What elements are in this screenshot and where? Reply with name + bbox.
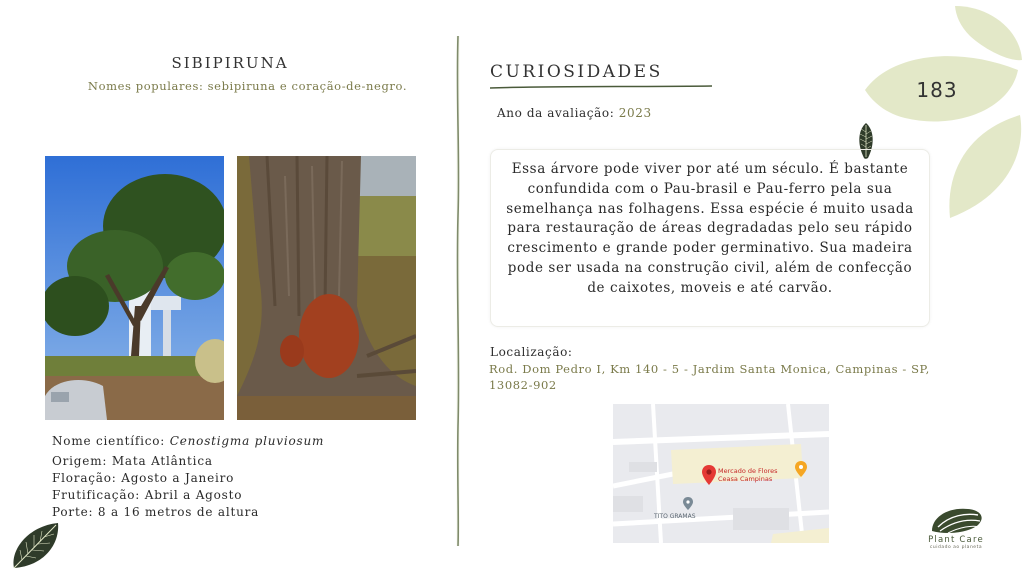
location-map[interactable] [613,404,829,543]
map-pin-icon[interactable] [702,465,716,485]
food-place-icon[interactable] [795,461,807,477]
tree-canopy-photo [45,156,224,420]
scientific-name-label: Nome científico: [52,434,166,448]
evaluation-year [497,106,652,120]
fruiting-row: Frutificação: Abril a Agosto [52,488,243,502]
origin-row: Origem: Mata Atlântica [52,454,213,468]
location-address: Rod. Dom Pedro I, Km 140 - 5 - Jardim Santa Monica, Campinas - SP, 13082-902 [489,362,930,392]
place-marker-icon[interactable] [683,497,693,510]
map-place-label [718,467,778,483]
map-street-label: TITO GRAMAS [654,513,696,520]
size-row: Porte: 8 a 16 metros de altura [52,505,260,519]
curiosities-box [490,149,930,327]
flowering-row: Floração: Agosto a Janeiro [52,471,235,485]
map-place-label-line1: Mercado de Flores [718,467,778,475]
brand-tagline: cuidado ao planeta [929,545,983,550]
brand-name: Plant Care [928,535,984,545]
species-facts [52,433,324,521]
location-label: Localização: [490,345,573,359]
title-underline [490,84,712,90]
popular-names: Nomes populares: sebipiruna e coração-de-negro. [87,79,408,93]
species-title: SIBIPIRUNA [171,54,289,72]
tree-trunk-photo [237,156,416,420]
scientific-name-row [52,433,324,450]
curiosities-text: Essa árvore pode viver por até um século. É bastante confundida com o Pau-brasil e Pau-ferro pela sua semelhança nas folhagens. Essa espécie é muito usada para restauração de áreas degradadas pelo seu rápido crescimento e grande poder germinativo. Sua madeira pode ser usada na construção civil, além de confecção de caixotes, moveis e até carvão. [506,161,914,296]
evaluation-year-value: 2023 [618,106,652,120]
column-divider [452,36,464,546]
map-place-label-line2: Ceasa Campinas [718,475,773,483]
page-number: 183 [916,78,958,102]
evaluation-year-label: Ano da avaliação: [497,106,615,120]
scientific-name-value: Cenostigma pluviosum [169,434,325,448]
leaf-icon-bottom-left [10,520,62,572]
curiosities-title: CURIOSIDADES [490,62,663,82]
